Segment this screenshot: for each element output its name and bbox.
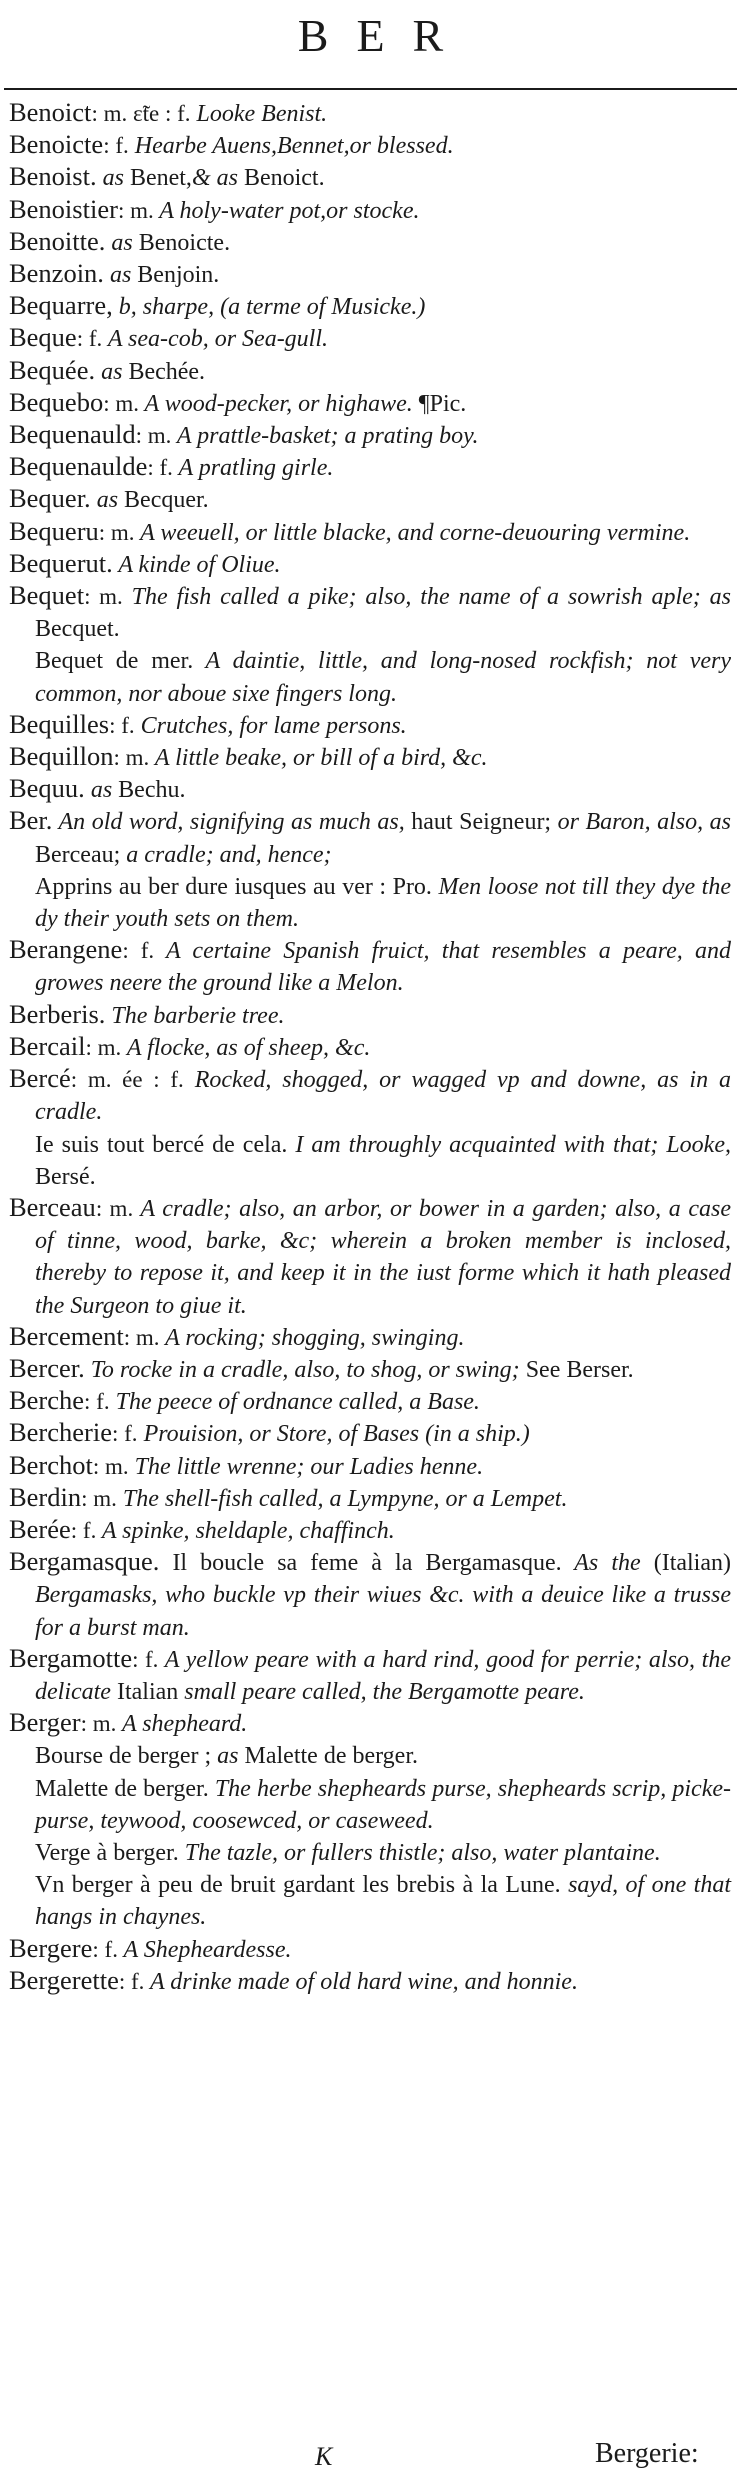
- dictionary-column: [9, 97, 731, 1997]
- entry-bequet: Bequet: m. The fish called a pike; also, the name of a sowrish aple; as Becquet.: [9, 580, 732, 643]
- entry-bequillon: Bequillon: m. A little beake, or bill of a bird, &c.: [9, 741, 488, 772]
- entry-benoict: Benoict: m. ɛ̃te : f. Looke Benist.: [9, 97, 328, 127]
- entry-bercement: Bercement: m. A rocking; shogging, swinging.: [9, 1320, 465, 1351]
- entry-bequerut: Bequerut. A kinde of Oliue.: [9, 547, 281, 578]
- entry-ber: Ber. An old word, signifying as much as, haut Seigneur; or Baron, also, as Berceau; a cradle; and, hence;: [9, 805, 731, 868]
- entry-berangene: Berangene: f. A certaine Spanish fruict, that resembles a peare, and growes neere the ground like a Melon.: [9, 934, 731, 997]
- entry-bercer: Bercer. To rocke in a cradle, also, to shog, or swing; See Berser.: [9, 1352, 634, 1383]
- entry-bequarre: Bequarre, b, sharpe, (a terme of Musicke.): [9, 290, 426, 321]
- subentry-bourse-de-berger: Bourse de berger ; as Malette de berger.: [35, 1743, 418, 1770]
- subentry-verge-a-berger: Verge à berger. The tazle, or fullers thistle; also, water plantaine.: [35, 1839, 661, 1866]
- entry-benoicte: Benoicte: f. Hearbe Auens,Bennet,or blessed.: [9, 129, 454, 160]
- entry-berche: Berche: f. The peece of ordnance called, a Base.: [9, 1385, 480, 1416]
- entry-bequebo: Bequebo: m. A wood-pecker, or highawe. ¶Pic.: [9, 386, 467, 417]
- entry-berceau: Berceau: m. A cradle; also, an arbor, or bower in a garden; also, a case of tinne, wood, barke, &c; wherein a broken member is inclosed, thereby to repose it, and keep it in the iust forme which it hath pleased the Surgeon to giue it.: [9, 1191, 731, 1319]
- entry-berger: Berger: m. A shepheard.: [9, 1707, 248, 1738]
- entry-bequenaulde: Bequenaulde: f. A pratling girle.: [9, 451, 334, 482]
- entry-berdin: Berdin: m. The shell-fish called, a Lympyne, or a Lempet.: [9, 1481, 568, 1512]
- entry-berchot: Berchot: m. The little wrenne; our Ladies henne.: [9, 1449, 484, 1480]
- entry-bercherie: Bercherie: f. Prouision, or Store, of Bases (in a ship.): [9, 1417, 530, 1448]
- subentry-ie-suis-tout-berce: Ie suis tout bercé de cela. I am throughly acquainted with that; Looke, Bersé.: [35, 1131, 731, 1190]
- entry-bequeru: Bequeru: m. A weeuell, or little blacke, and corne-deuouring vermine.: [9, 515, 691, 546]
- entry-benoistier: Benoistier: m. A holy-water pot,or stocke.: [9, 193, 420, 224]
- entry-benoitte: Benoitte. as Benoicte.: [9, 225, 231, 256]
- subentry-malette-de-berger: Malette de berger. The herbe shepheards purse, shepheards scrip, picke-purse, teywood, coosewced, or caseweed.: [35, 1775, 731, 1834]
- entry-beque: Beque: f. A sea-cob, or Sea-gull.: [9, 322, 329, 353]
- entry-bequenauld: Bequenauld: m. A prattle-basket; a prating boy.: [9, 419, 479, 450]
- subentry-bequet-de-mer: Bequet de mer. A daintie, little, and long-nosed rockfish; not very common, nor aboue sixe fingers long.: [35, 648, 731, 707]
- entry-bergere: Bergere: f. A Shepheardesse.: [9, 1932, 292, 1963]
- signature-mark: K: [315, 2442, 333, 2471]
- header-rule: [4, 88, 737, 90]
- entry-bergerette: Bergerette: f. A drinke made of old hard wine, and honnie.: [9, 1964, 578, 1995]
- entry-benoist: Benoist. as Benet,& as Benoict.: [9, 161, 325, 192]
- entry-berce: Bercé: m. ée : f. Rocked, shogged, or wagged vp and downe, as in a cradle.: [9, 1063, 731, 1126]
- entry-bercail: Bercail: m. A flocke, as of sheep, &c.: [9, 1030, 371, 1061]
- entry-benzoin: Benzoin. as Benjoin.: [9, 258, 220, 289]
- entry-bequer: Bequer. as Becquer.: [9, 483, 209, 514]
- entry-beree: Berée: f. A spinke, sheldaple, chaffinch.: [9, 1513, 395, 1544]
- subentry-apprins-au-ber: Apprins au ber dure iusques au ver : Pro. Men loose not till they dye the dy their youth sets on them.: [35, 873, 731, 933]
- entry-bequu: Bequu. as Bechu.: [9, 773, 186, 804]
- subentry-vn-berger: Vn berger à peu de bruit gardant les brebis à la Lune. sayd, of one that hangs in chaynes.: [35, 1872, 731, 1931]
- entry-bergamotte: Bergamotte: f. A yellow peare with a hard rind, good for perrie; also, the delicate Italian small peare called, the Bergamotte peare.: [9, 1642, 731, 1705]
- entry-bequee: Bequée. as Bechée.: [9, 354, 206, 385]
- entry-berberis: Berberis. The barberie tree.: [9, 998, 285, 1029]
- entry-bequilles: Bequilles: f. Crutches, for lame persons.: [9, 708, 407, 739]
- catchword: Bergerie:: [595, 2438, 699, 2469]
- entry-bergamasque: Bergamasque. Il boucle sa feme à la Bergamasque. As the (Italian) Bergamasks, who buckle vp their wiues &c. with a deuice like a trusse for a burst man.: [9, 1546, 731, 1641]
- running-head: BER: [297, 10, 472, 61]
